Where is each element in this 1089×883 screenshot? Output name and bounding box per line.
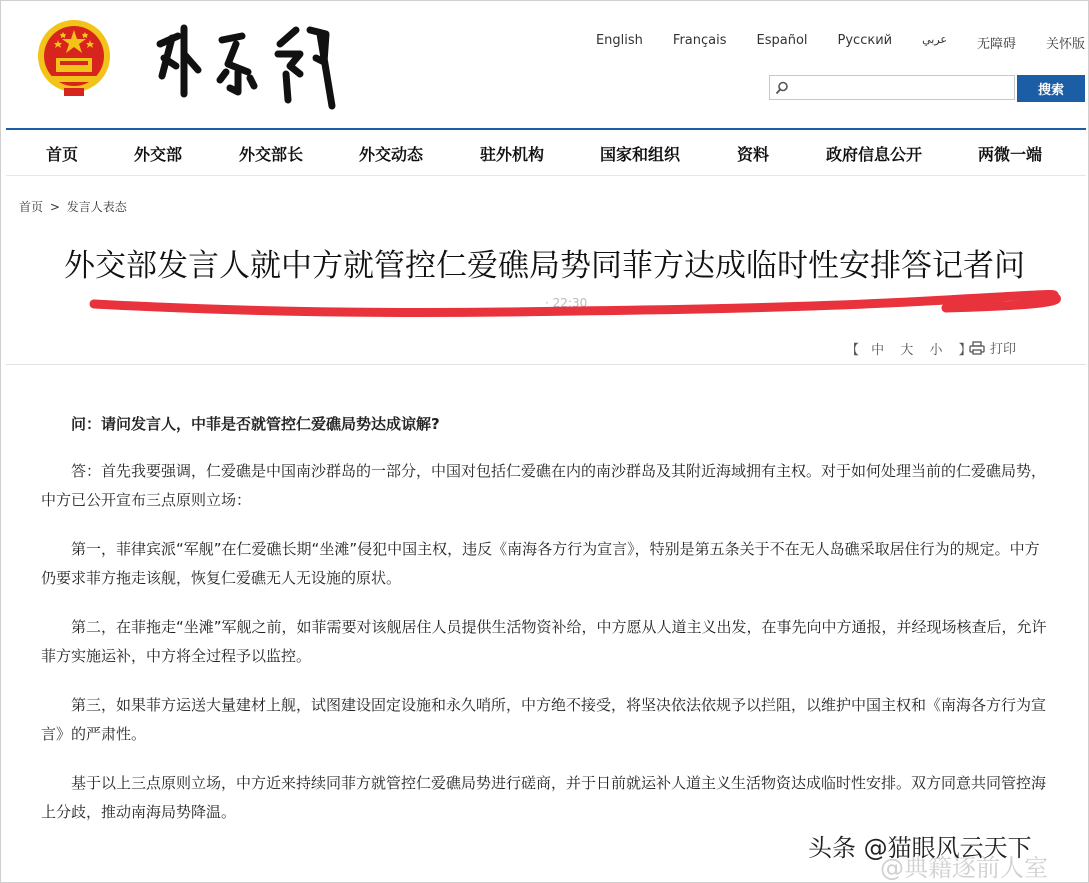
font-size-tools xyxy=(846,339,980,358)
font-tools-close-bracket: 】 xyxy=(958,343,972,358)
article-paragraph: 第三，如果菲方运送大量建材上舰，试图建设固定设施和永久哨所，中方绝不接受，将坚决依法依规予以拦阻，以维护中国主权和《南海各方行为宣言》的严肃性。 xyxy=(41,696,1047,743)
font-large-button[interactable]: 大 xyxy=(900,343,914,358)
nav-item-activities[interactable]: 外交动态 xyxy=(359,145,424,164)
article-body xyxy=(41,410,1053,847)
nav-bottom-border xyxy=(6,175,1086,176)
search-button[interactable]: 搜索 xyxy=(1017,75,1085,102)
print-button[interactable] xyxy=(969,338,1016,357)
ministry-logo[interactable] xyxy=(150,14,355,114)
print-label: 打印 xyxy=(990,342,1017,357)
search-icon xyxy=(775,81,789,95)
nav-item-minister[interactable]: 外交部长 xyxy=(239,145,304,164)
font-medium-button[interactable]: 中 xyxy=(871,343,885,358)
article-paragraph: 基于以上三点原则立场，中方近来持续同菲方就管控仁爱礁局势进行磋商，并于日前就运补人道主义生活物资达成临时性安排。双方同意共同管控海上分歧，推动南海局势降温。 xyxy=(41,774,1047,821)
page-title: 外交部发言人就中方就管控仁爱礁局势同菲方达成临时性安排答记者问 xyxy=(64,248,1025,284)
font-tools-open-bracket: 【 xyxy=(846,343,860,358)
lang-spanish-link[interactable]: Español xyxy=(756,33,808,48)
nav-item-social[interactable]: 两微一端 xyxy=(978,145,1043,164)
watermark-secondary: @典籍逐前人室 xyxy=(880,854,1048,882)
article-question: 问：请问发言人，中菲是否就管控仁爱礁局势达成谅解? xyxy=(71,415,440,433)
nav-item-resources[interactable]: 资料 xyxy=(737,145,770,164)
nav-item-gov-info[interactable]: 政府信息公开 xyxy=(826,145,923,164)
font-small-button[interactable]: 小 xyxy=(929,343,943,358)
nav-top-border xyxy=(6,128,1086,130)
breadcrumb-current-link[interactable]: 发言人表态 xyxy=(66,200,127,214)
nav-item-ministry[interactable]: 外交部 xyxy=(134,145,183,164)
tools-divider xyxy=(6,364,1086,365)
language-links xyxy=(566,33,1085,52)
breadcrumb-separator: > xyxy=(49,200,60,214)
main-nav xyxy=(6,131,1086,175)
nav-item-home[interactable]: 首页 xyxy=(46,145,79,164)
lang-english-link[interactable]: English xyxy=(595,33,643,48)
breadcrumb-home-link[interactable]: 首页 xyxy=(19,200,44,214)
lang-french-link[interactable]: Français xyxy=(672,33,727,48)
search-bar xyxy=(769,75,1085,102)
nav-item-missions[interactable]: 驻外机构 xyxy=(480,145,545,164)
accessibility-link[interactable]: 无障碍 xyxy=(976,37,1016,52)
care-mode-link[interactable]: 关怀版 xyxy=(1045,37,1085,52)
search-input[interactable] xyxy=(769,75,1015,100)
article-paragraph: 第二，在菲拖走“坐滩”军舰之前，如菲需要对该舰居住人员提供生活物资补给，中方愿从人道主义出发，在事先向中方通报，并经现场核查后，允许菲方实施运补，中方将全过程予以监控。 xyxy=(41,618,1047,665)
breadcrumb xyxy=(19,198,127,215)
watermark: 头条 @猫眼风云天下 xyxy=(808,834,1032,862)
publish-date: · 22:30 xyxy=(545,296,588,310)
national-emblem-icon[interactable] xyxy=(36,16,112,98)
lang-russian-link[interactable]: Русский xyxy=(837,33,893,48)
nav-item-countries[interactable]: 国家和组织 xyxy=(600,145,681,164)
printer-icon xyxy=(969,341,985,355)
lang-arabic-link[interactable]: عربي xyxy=(922,33,947,46)
article-paragraph: 第一，菲律宾派“军舰”在仁爱礁长期“坐滩”侵犯中国主权，违反《南海各方行为宣言》，特别是第五条关于不在无人岛礁采取居住行为的规定。中方仍要求菲方拖走该舰，恢复仁爱礁无人无设施的原状。 xyxy=(41,540,1040,587)
red-highlight-stroke xyxy=(86,288,1066,322)
article-paragraph: 答：首先我要强调，仁爱礁是中国南沙群岛的一部分，中国对包括仁爱礁在内的南沙群岛及其附近海域拥有主权。对于如何处理当前的仁爱礁局势，中方已公开宣布三点原则立场： xyxy=(41,462,1047,509)
